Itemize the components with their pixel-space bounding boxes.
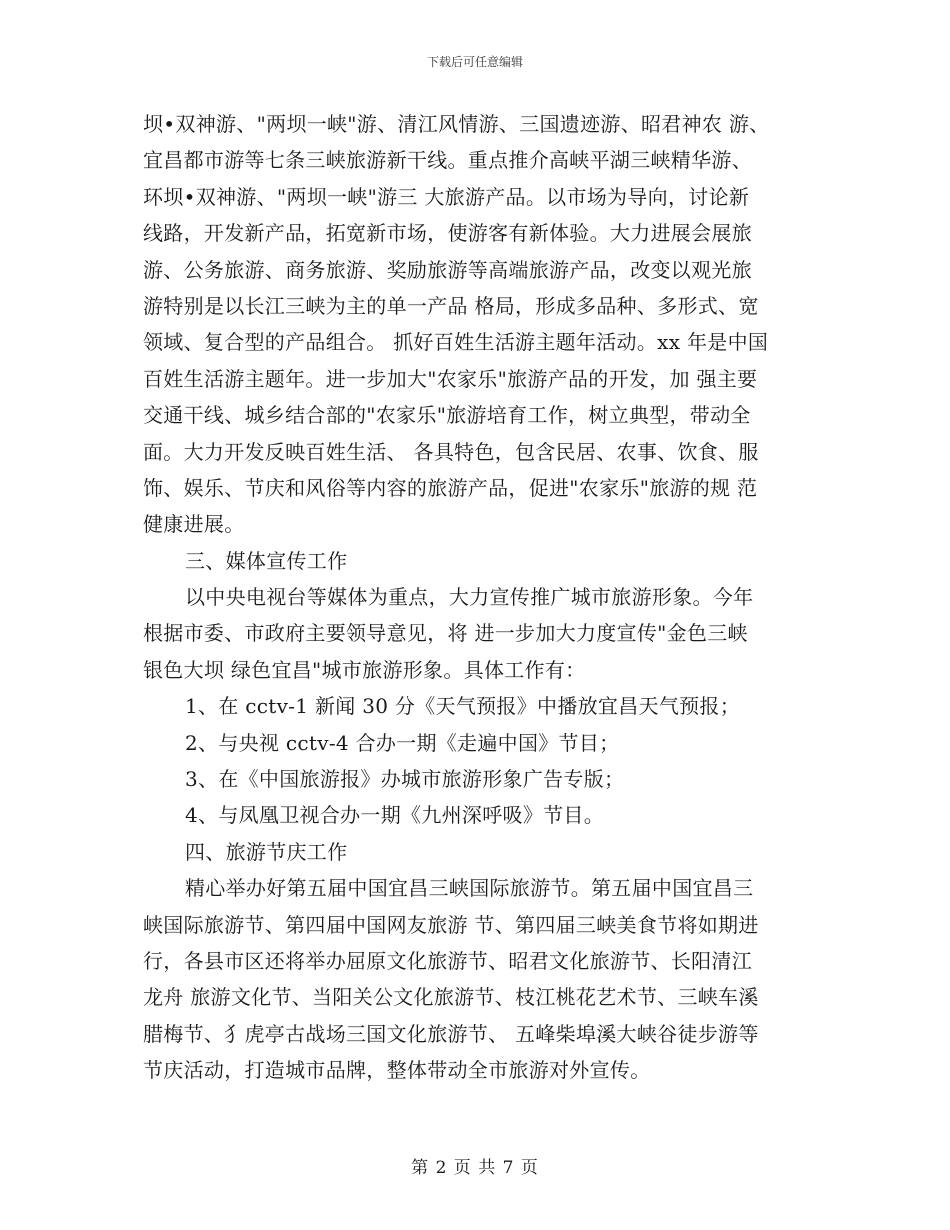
paragraph-line: 领域、复合型的产品组合。 抓好百姓生活游主题年活动。xx 年是中国 — [143, 330, 769, 355]
paragraph-line: 游、公务旅游、商务旅游、奖励旅游等高端旅游产品，改变以观光旅 — [143, 257, 752, 282]
paragraph-line: 银色大坝 绿色宜昌"城市旅游形象。具体工作有： — [143, 657, 586, 682]
list-item: 3、在《中国旅游报》办城市旅游形象广告专版； — [185, 767, 625, 792]
paragraph-line: 饰、娱乐、节庆和风俗等内容的旅游产品，促进"农家乐"旅游的规 范 — [143, 475, 758, 500]
paragraph-line: 根据市委、市政府主要领导意见，将 进一步加大力度宣传"金色三峡 — [143, 621, 748, 646]
section-heading-media: 三、媒体宣传工作 — [185, 548, 348, 573]
paragraph-line: 行，各县市区还将举办屈原文化旅游节、昭君文化旅游节、长阳清江 — [143, 948, 752, 973]
document-body — [143, 106, 811, 1089]
paragraph-line: 百姓生活游主题年。进一步加大"农家乐"旅游产品的开发，加 强主要 — [143, 366, 758, 391]
paragraph-line: 面。大力开发反映百姓生活、 各具特色，包含民居、农事、饮食、服 — [143, 439, 759, 464]
paragraph-line: 环坝•双神游、"两坝一峡"游三 大旅游产品。以市场为导向，讨论新 — [143, 184, 750, 209]
paragraph-line: 坝•双神游、"两坝一峡"游、清江风情游、三国遗迹游、昭君神农 游、 — [143, 112, 770, 136]
paragraph-line: 节庆活动，打造城市品牌，整体带动全市旅游对外宣传。 — [143, 1058, 651, 1083]
page-header: 下载后可任意编辑 — [426, 55, 523, 69]
page-footer: 第 2 页 共 7 页 — [411, 1158, 539, 1178]
paragraph-line: 线路，开发新产品，拓宽新市场，使游客有新体验。大力进展会展旅 — [143, 221, 752, 246]
paragraph-line: 峡国际旅游节、第四届中国网友旅游 节、第四届三峡美食节将如期进 — [143, 912, 759, 937]
paragraph-line: 龙舟 旅游文化节、当阳关公文化旅游节、枝江桃花艺术节、三峡车溪 — [143, 985, 759, 1010]
paragraph-line: 宜昌都市游等七条三峡旅游新干线。重点推介高峡平湖三峡精华游、 — [143, 148, 752, 173]
paragraph-line: 以中央电视台等媒体为重点，大力宣传推广城市旅游形象。今年 — [185, 585, 754, 610]
paragraph-line: 健康进展。 — [143, 512, 245, 537]
list-item: 1、在 cctv-1 新闻 30 分《天气预报》中播放宜昌天气预报； — [185, 694, 741, 719]
paragraph-line: 腊梅节、犭虎亭古战场三国文化旅游节、 五峰柴埠溪大峡谷徒步游等 — [143, 1021, 759, 1046]
paragraph-line: 游特别是以长江三峡为主的单一产品 格局，形成多品种、多形式、宽 — [143, 293, 759, 318]
list-item: 2、与央视 cctv-4 合办一期《走遍中国》节目； — [185, 730, 620, 755]
paragraph-line: 精心举办好第五届中国宜昌三峡国际旅游节。第五届中国宜昌三 — [185, 876, 754, 901]
list-item: 4、与凤凰卫视合办一期《九州深呼吸》节目。 — [185, 803, 605, 828]
paragraph-line: 交通干线、城乡结合部的"农家乐"旅游培育工作，树立典型，带动全 — [143, 403, 751, 428]
section-heading-festival: 四、旅游节庆工作 — [185, 839, 348, 864]
